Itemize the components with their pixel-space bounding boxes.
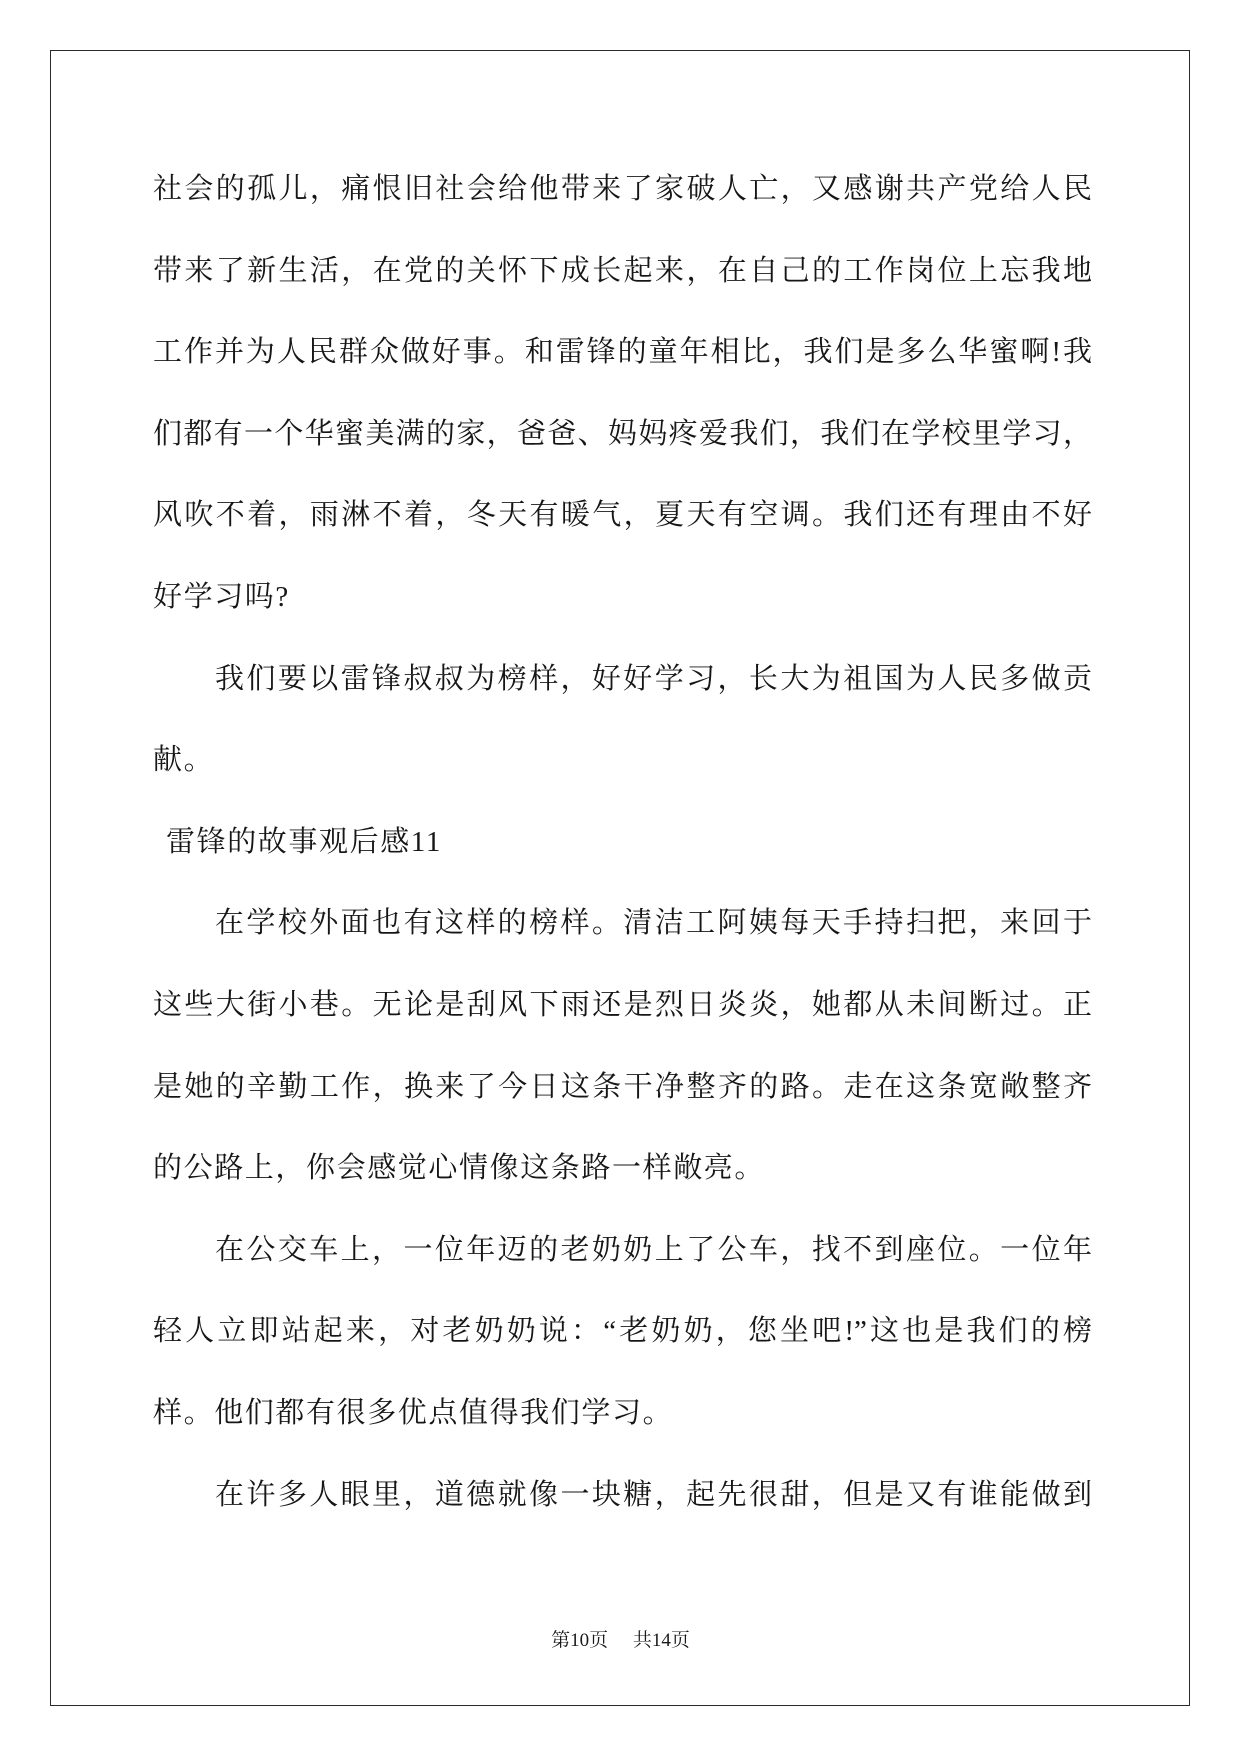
paragraph	[153, 883, 1092, 1209]
paragraph-line: 好学习吗?	[153, 580, 290, 613]
paragraph-line: 在公交车上，一位年迈的老奶奶上了公车，找不到座位。一位年	[215, 1233, 1092, 1266]
page-number: 第10页	[551, 1630, 609, 1651]
paragraph	[153, 639, 1092, 802]
paragraph-line: 献。	[153, 744, 215, 777]
paragraph-line: 轻人立即站起来，对老奶奶说：“老奶奶，您坐吧!”这也是我们的榜	[153, 1315, 1092, 1348]
paragraph-line: 是她的辛勤工作，换来了今日这条干净整齐的路。走在这条宽敞整齐	[153, 1070, 1092, 1103]
paragraph	[153, 1455, 1092, 1537]
paragraph-line: 们都有一个华蜜美满的家，爸爸、妈妈疼爱我们，我们在学校里学习，	[153, 417, 1092, 450]
paragraph-line: 样。他们都有很多优点值得我们学习。	[153, 1396, 674, 1429]
document-body	[153, 149, 1092, 1536]
paragraph-line: 这些大街小巷。无论是刮风下雨还是烈日炎炎，她都从未间断过。正	[153, 988, 1092, 1021]
paragraph-line: 我们要以雷锋叔叔为榜样，好好学习，长大为祖国为人民多做贡	[215, 662, 1092, 695]
paragraph-line: 的公路上，你会感觉心情像这条路一样敞亮。	[153, 1152, 766, 1185]
paragraph-line: 工作并为人民群众做好事。和雷锋的童年相比，我们是多么华蜜啊!我	[153, 336, 1092, 369]
paragraph	[153, 149, 1092, 639]
paragraph-line: 带来了新生活，在党的关怀下成长起来，在自己的工作岗位上忘我地	[153, 254, 1092, 287]
paragraph-line: 在学校外面也有这样的榜样。清洁工阿姨每天手持扫把，来回于	[215, 907, 1092, 940]
page-footer	[0, 1629, 1241, 1653]
paragraph-line: 在许多人眼里，道德就像一块糖，起先很甜，但是又有谁能做到	[215, 1478, 1092, 1511]
paragraph-line: 社会的孤儿，痛恨旧社会给他带来了家破人亡，又感谢共产党给人民	[153, 173, 1092, 205]
section-title: 雷锋的故事观后感11	[166, 825, 442, 858]
paragraph	[153, 1210, 1092, 1455]
paragraph-line: 风吹不着，雨淋不着，冬天有暖气，夏天有空调。我们还有理由不好	[153, 499, 1092, 532]
page-total: 共14页	[632, 1630, 690, 1651]
